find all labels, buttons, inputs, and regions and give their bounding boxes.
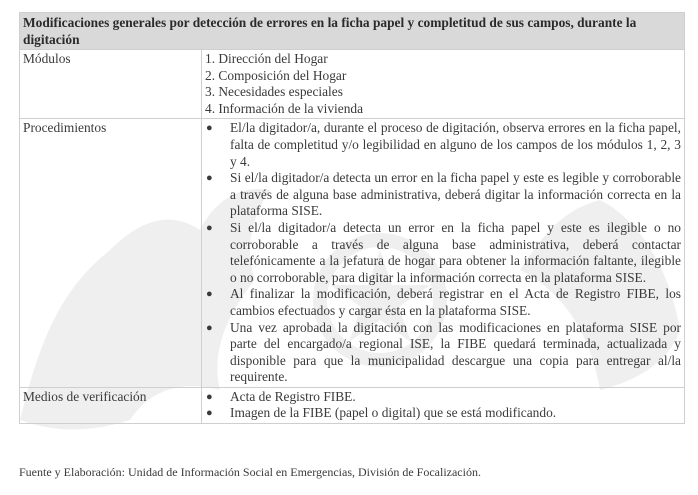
list-item: ● Acta de Registro FIBE. [206, 388, 356, 404]
list-item: 2. Composición del Hogar [205, 67, 347, 83]
bullet-icon: ● [206, 321, 213, 334]
bullet-icon: ● [206, 221, 213, 234]
list-item: 4. Información de la vivienda [205, 100, 364, 116]
source-footnote: Fuente y Elaboración: Unidad de Información Social en Emergencias, División de Focalización. [19, 465, 481, 479]
bullet-icon: ● [206, 407, 213, 420]
list-item: ● Una vez aprobada la digitación con las modificaciones en plataforma SISE por parte del encargado/a regional ISE, la FIBE quedará terminada, actualizada y disponible para que la municipalidad descargue una copia para entregar al/la requirente. [206, 319, 681, 385]
table-row-medios [20, 387, 685, 423]
bullet-icon: ● [206, 390, 213, 403]
medios-list [202, 387, 685, 423]
list-item: ● Imagen de la FIBE (papel o digital) que se está modificando. [206, 405, 557, 421]
bullet-icon: ● [206, 122, 213, 135]
bullet-icon: ● [206, 172, 213, 185]
table-header-row [20, 13, 685, 50]
table-title: Modificaciones generales por detección de errores en la ficha papel y completitud de sus campos, durante la digitación [20, 13, 685, 50]
row-label-medios: Medios de verificación [20, 387, 202, 423]
list-item: ● Si el/la digitador/a detecta un error en la ficha papel y este es legible y corroborable a través de alguna base administrativa, deberá digitar la información correcta en la plataforma SISE. [206, 170, 681, 219]
table-row-procedimientos [20, 119, 685, 388]
list-item: ● Si el/la digitador/a detecta un error en la ficha papel y este es ilegible o no corroborable a través de alguna base administrativa, deberá contactar telefónicamente a la jefatura de hogar para obtener la información faltante, ilegible o no corroborable, para digitar la información correcta en la plataforma SISE. [206, 219, 681, 285]
list-item: 1. Dirección del Hogar [205, 51, 328, 66]
table-row-modulos [20, 50, 685, 119]
list-item: ● El/la digitador/a, durante el proceso de digitación, observa errores en la ficha papel, falta de completitud y/o legibilidad en alguno de los campos de los módulos 1, 2, 3 y 4. [206, 120, 681, 169]
procedimientos-list [202, 119, 685, 388]
list-item: 3. Necesidades especiales [205, 84, 343, 100]
modulos-list [202, 50, 685, 119]
bullet-icon: ● [206, 288, 213, 301]
row-label-modulos: Módulos [20, 50, 202, 119]
procedure-table [19, 12, 685, 424]
row-label-procedimientos: Procedimientos [20, 119, 202, 388]
list-item: ● Al finalizar la modificación, deberá registrar en el Acta de Registro FIBE, los cambios efectuados y cargar ésta en la plataforma SISE. [206, 286, 681, 318]
